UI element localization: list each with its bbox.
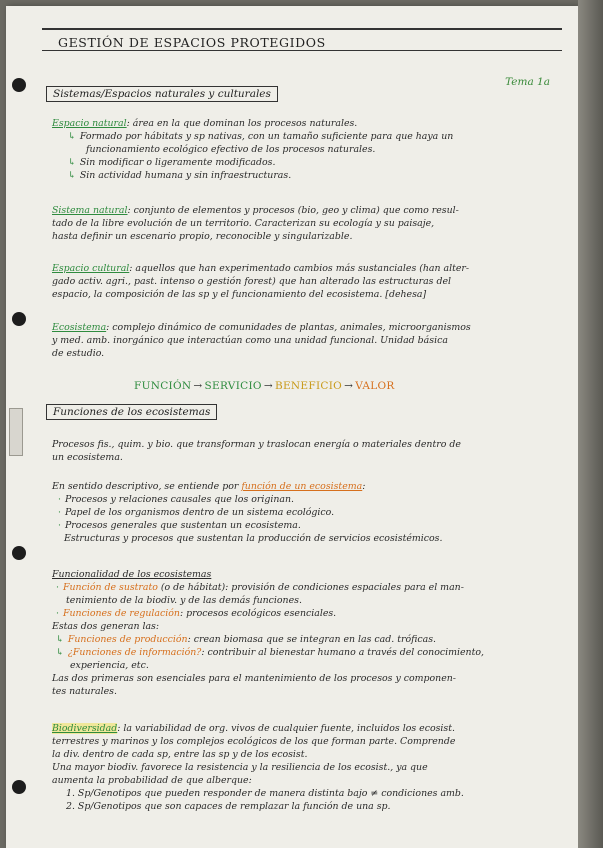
term-funcion-sustrato: Función de sustrato [62, 582, 158, 593]
bullet-icon: · [58, 520, 61, 531]
biodiversidad-block: Biodiversidad: la variabilidad de org. vivos de cualquier fuente, incluidos los ecosist. terrestres y marinos y los complejos ecológicos de los que forman parte. Comprende la div. dentro de cada sp, entre las sp y de los ecosist. Una mayor biodiv. favorece la resistencia y la resiliencia de los ecosist., ya que aumenta la probabilidad de que alberque: 1. Sp/Genotipos que pueden responder de manera distinta bajo ≠ condiciones amb. 2. Sp/Genotipos que son capaces de remplazar la función de una sp. [52, 723, 464, 812]
arrow-right-icon: → [263, 380, 273, 392]
arrow-right-icon: → [344, 380, 354, 392]
binder-hole [12, 546, 26, 560]
tema-label: Tema 1a [505, 76, 550, 88]
section-heading-funciones: Funciones de los ecosistemas [46, 404, 217, 420]
sistema-natural-block: Sistema natural: conjunto de elementos y procesos (bio, geo y clima) que como resul- tado de la libre evolución de un territorio. Caracterizan su ecología y su paisaje, hasta definir un escenario propio, reconocible y singularizable. [52, 205, 459, 242]
page-title: GESTIÓN DE ESPACIOS PROTEGIDOS [58, 35, 326, 50]
arrow-right-icon: → [193, 380, 203, 392]
chain-beneficio: BENEFICIO [274, 380, 343, 392]
chain-servicio: SERVICIO [204, 380, 262, 392]
term-funciones-regulacion: Funciones de regulación [62, 608, 180, 619]
funcionalidad-heading: Funcionalidad de los ecosistemas [52, 569, 212, 580]
notebook-page [6, 6, 578, 848]
espacio-cultural-block: Espacio cultural: aquellos que han experimentado cambios más sustanciales (han alter- gado activ. agri., past. intenso o gestión forest) que han alterado las estructuras del espacio, la composición de las sp y el funcionamiento del ecosistema. [dehesa] [52, 263, 470, 300]
binder-hole [12, 780, 26, 794]
side-tab [9, 408, 23, 456]
term-funciones-informacion: ¿Funciones de información? [67, 647, 202, 658]
term-funcion-ecosistema: función de un ecosistema [241, 481, 363, 492]
function-value-chain [134, 380, 395, 392]
arrow-icon: ↳ [68, 131, 76, 142]
term-funciones-produccion: Funciones de producción [67, 634, 188, 645]
procesos-block: Procesos fis., quim. y bio. que transforman y traslocan energía o materiales dentro de un ecosistema. [52, 439, 461, 463]
term-sistema-natural: Sistema natural [52, 205, 128, 216]
term-espacio-natural: Espacio natural [52, 118, 127, 129]
chain-valor: VALOR [355, 380, 395, 392]
funcionalidad-block: Funcionalidad de los ecosistemas · Función de sustrato (o de hábitat): provisión de condiciones espaciales para el man- tenimiento de la biodiv. y de las demás funciones. · Funciones de regulación: procesos ecológicos esenciales. Estas dos generan las: ↳ Funciones de producción: crean biomasa que se integran en las cad. tróficas. ↳ ¿Funciones de información?: contribuir al bienestar humano a través del conocimiento, experiencia, etc. Las dos primeras son esenciales para el mantenimiento de los procesos y componen- tes naturales. [52, 568, 562, 698]
ecosistema-block: Ecosistema: complejo dinámico de comunidades de plantas, animales, microorganismos y med. amb. inorgánico que interactúan como una unidad funcional. Unidad básica de estudio. [52, 322, 471, 359]
bullet-icon: · [56, 608, 59, 619]
term-espacio-cultural: Espacio cultural [52, 263, 130, 274]
chain-funcion: FUNCIÓN [134, 380, 192, 392]
arrow-icon: ↳ [56, 647, 64, 658]
bullet-icon: · [58, 494, 61, 505]
arrow-icon: ↳ [68, 157, 76, 168]
bullet-icon: · [56, 582, 59, 593]
binder-hole [12, 78, 26, 92]
term-biodiversidad: Biodiversidad [52, 723, 118, 734]
term-ecosistema: Ecosistema [52, 322, 107, 333]
section-heading-sistemas: Sistemas/Espacios naturales y culturales [46, 86, 278, 102]
sentido-descriptivo-block: En sentido descriptivo, se entiende por función de un ecosistema: · Procesos y relaciones causales que los originan. · Papel de los organismos dentro de un sistema ecológico. · Procesos generales que sustentan un ecosistema. Estructuras y procesos que sustentan la producción de servicios ecosistémicos. [52, 481, 443, 544]
bullet-icon: · [58, 507, 61, 518]
arrow-icon: ↳ [68, 170, 76, 181]
binder-hole [12, 312, 26, 326]
espacio-natural-block: Espacio natural: área en la que dominan los procesos naturales. ↳ Formado por hábitats y sp nativas, con un tamaño suficiente para que haya un funcionamiento ecológico efectivo de los procesos naturales. ↳ Sin modificar o ligeramente modificados. ↳ Sin actividad humana y sin infraestructuras. [52, 118, 454, 181]
page-edge-shadow [578, 0, 603, 848]
arrow-icon: ↳ [56, 634, 64, 645]
